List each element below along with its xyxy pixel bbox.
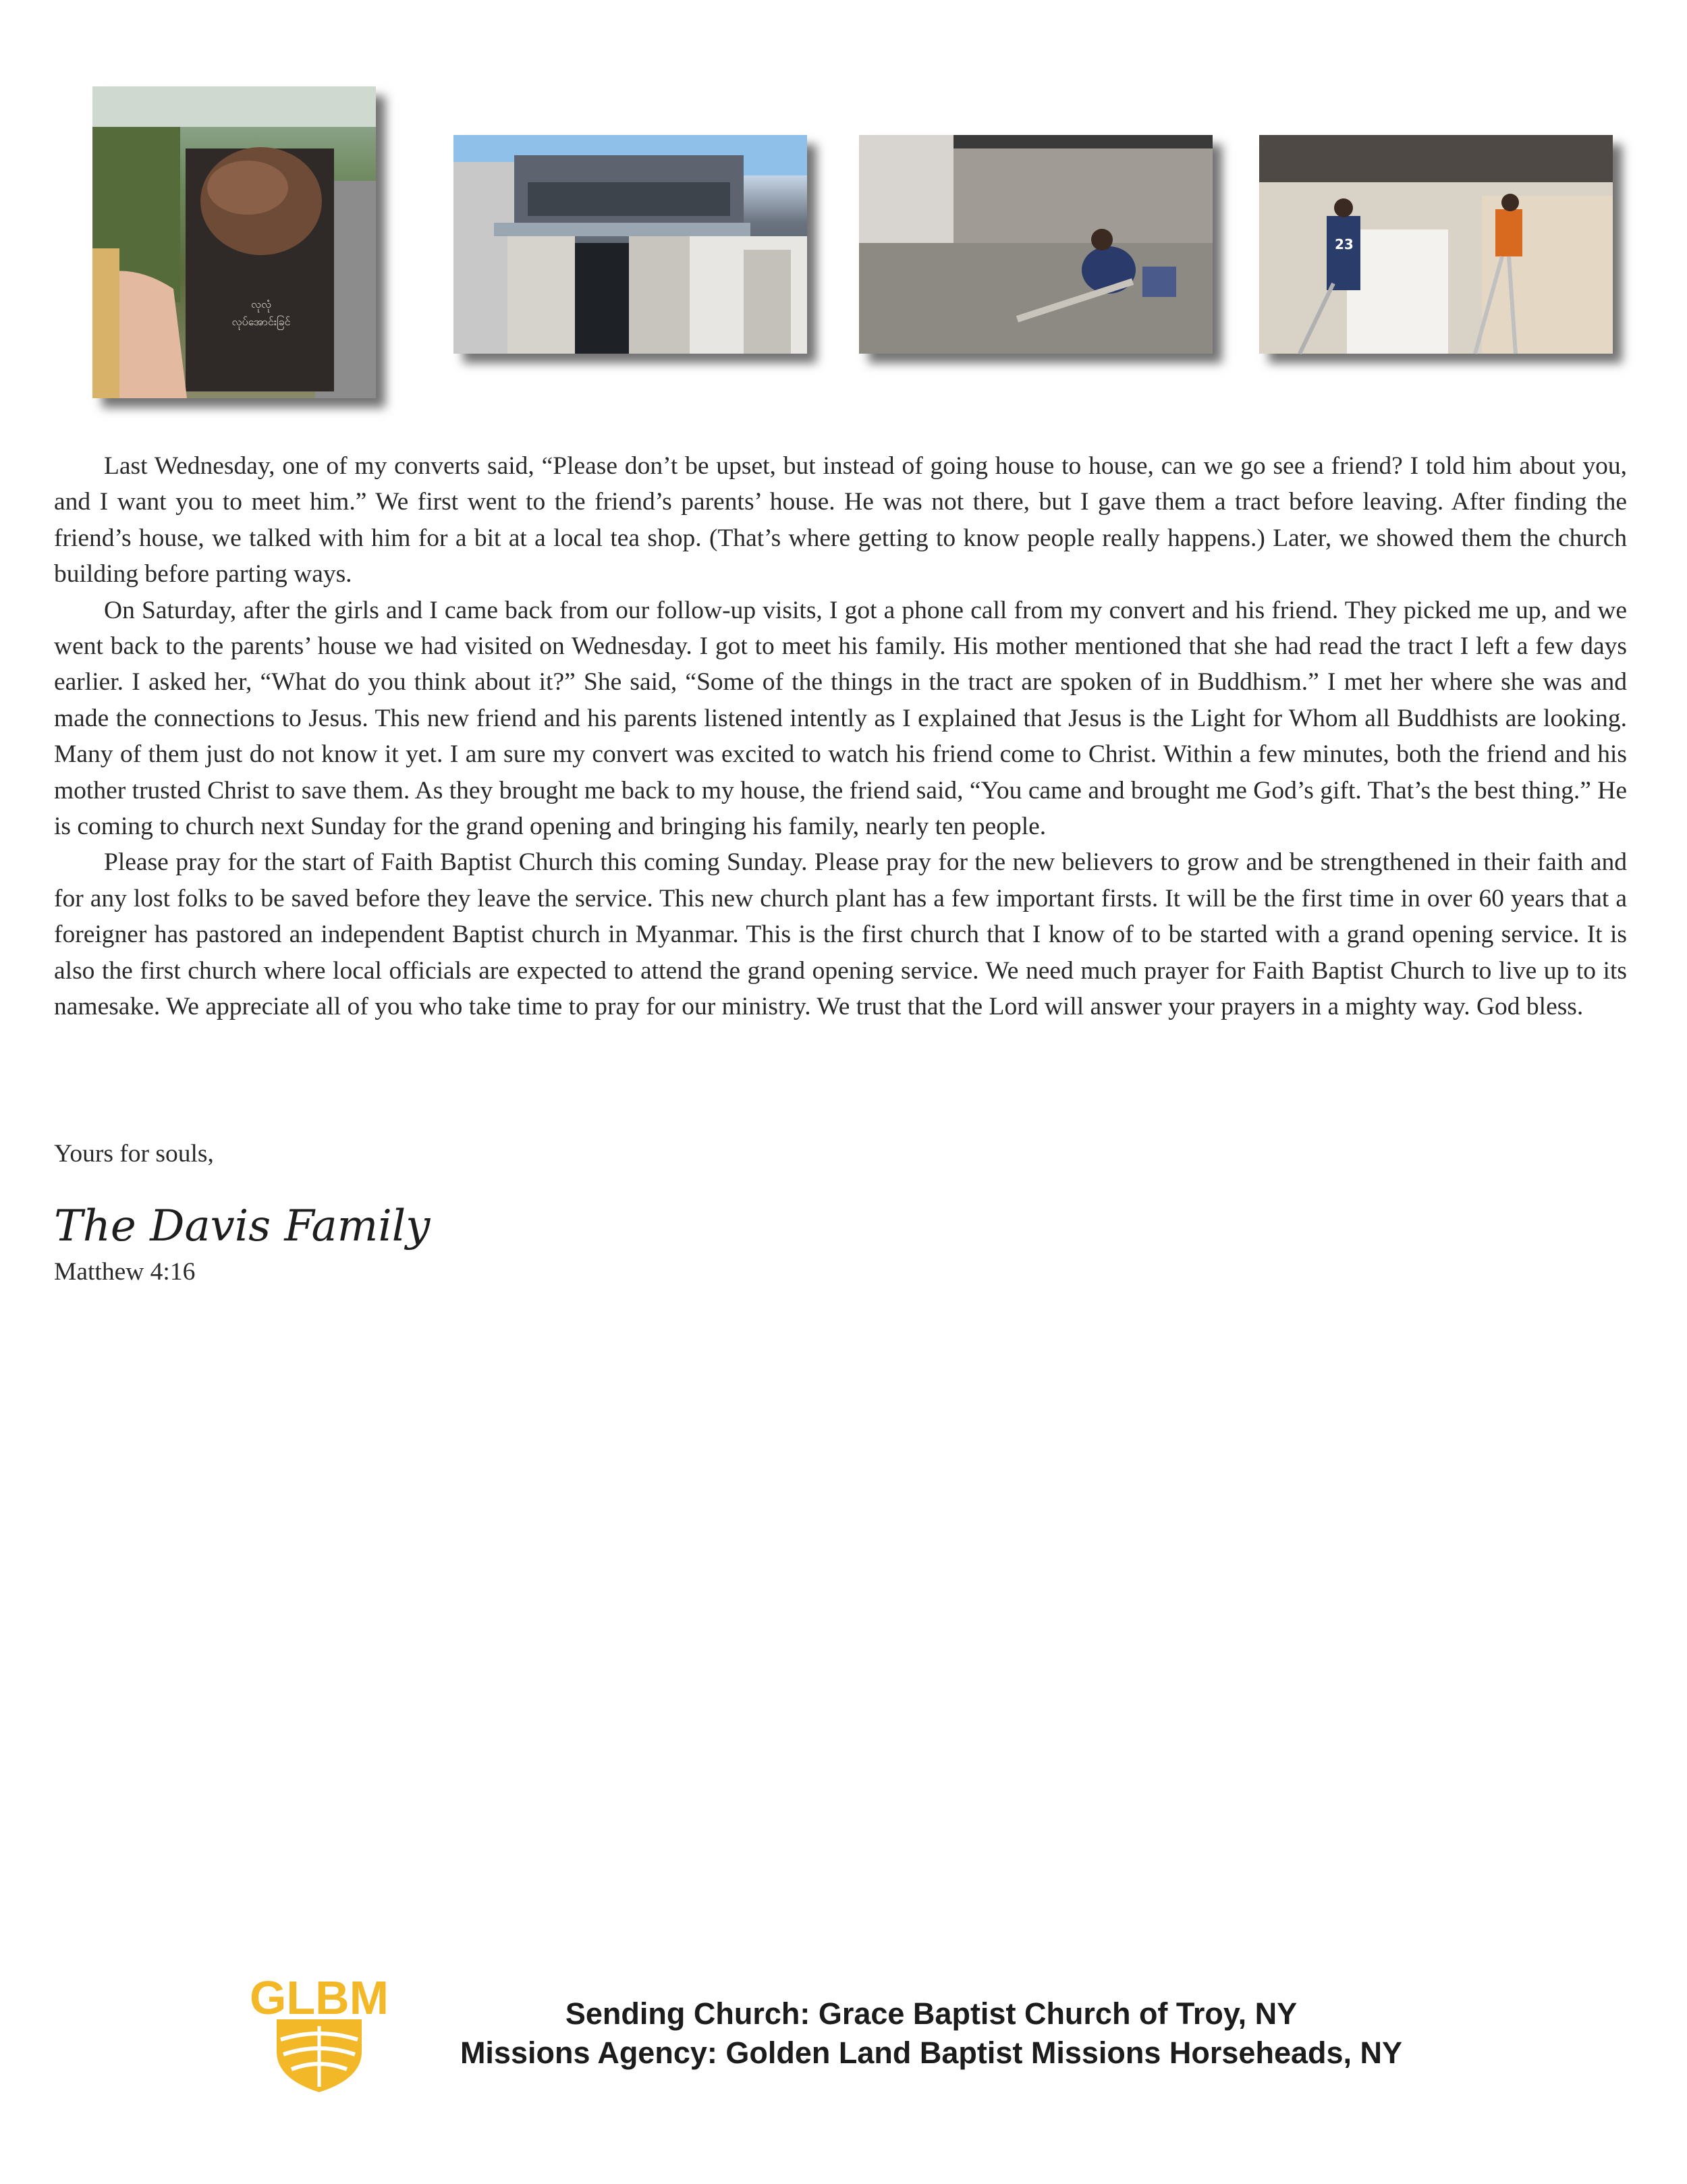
paragraph-3: Please pray for the start of Faith Baptist Church this coming Sunday. Please pray for the new believers to grow and be strengthened in their faith and for any lost folks to be saved before they leave the service. This new church plant has a few important firsts. It will be the first time in over 60 years that a foreigner has pastored an independent Baptist church in Myanmar. This is the first church that I know of to be started with a grand opening service. It is also the first church where local officials are expected to attend the grand opening service. We need much prayer for Faith Baptist Church to live up to its namesake. We appreciate all of you who take time to pray for our ministry. We trust that the Lord will answer your prayers in a mighty way. God bless. [54, 848, 1627, 1021]
sending-church: Sending Church: Grace Baptist Church of Troy, NY [565, 1996, 1298, 2031]
tract-text [200, 296, 322, 331]
glbm-logo [249, 1971, 389, 2094]
photo-ceiling [1259, 135, 1613, 354]
photo-building [453, 135, 807, 354]
scripture-reference: Matthew 4:16 [54, 1258, 196, 1286]
closing: Yours for souls, [54, 1140, 214, 1168]
letter-body [54, 448, 1627, 1025]
jersey-number: 23 [1335, 236, 1354, 252]
tract-text-line1: လုလုံ [251, 298, 271, 310]
footer [378, 1994, 1485, 2073]
paragraph-2: On Saturday, after the girls and I came back from our follow-up visits, I got a phone call from my convert and his friend. They picked me up, and we went back to the parents’ house we had visited on Wednesday. I got to meet his family. His mother mentioned that she had read the tract I left a few days earlier. I asked her, “What do you think about it?” She said, “Some of the things in the tract are spoken of in Buddhism.” I met her where she was and made the connections to Jesus. This new friend and his parents listened intently as I explained that Jesus is the Light for Whom all Buddhists are looking. Many of them just do not know it yet. I am sure my convert was excited to watch his friend come to Christ. Within a few minutes, both the friend and his mother trusted Christ to save them. As they brought me back to my house, the friend said, “You came and brought me God’s gift. That’s the best thing.” He is coming to church next Sunday for the grand opening and bringing his family, nearly ten people. [54, 596, 1627, 841]
tract-text-line2: လုပ်အောင်းခြင် [231, 315, 291, 328]
logo-text: GLBM [249, 1971, 389, 2024]
signature-text: The Davis Family [54, 1201, 431, 1251]
photo-floor [859, 135, 1213, 354]
missions-agency: Missions Agency: Golden Land Baptist Missions Horseheads, NY [460, 2036, 1403, 2070]
paragraph-1: Last Wednesday, one of my converts said, “Please don’t be upset, but instead of going house to house, can we go see a friend? I told him about you, and I want you to meet him.” We first went to the friend’s parents’ house. He was not there, but I gave them a tract before leaving. After finding the friend’s house, we talked with him for a bit at a local tea shop. (That’s where getting to know people really happens.) Later, we showed them the church building before parting ways. [54, 452, 1627, 589]
photo-tract [92, 86, 376, 398]
